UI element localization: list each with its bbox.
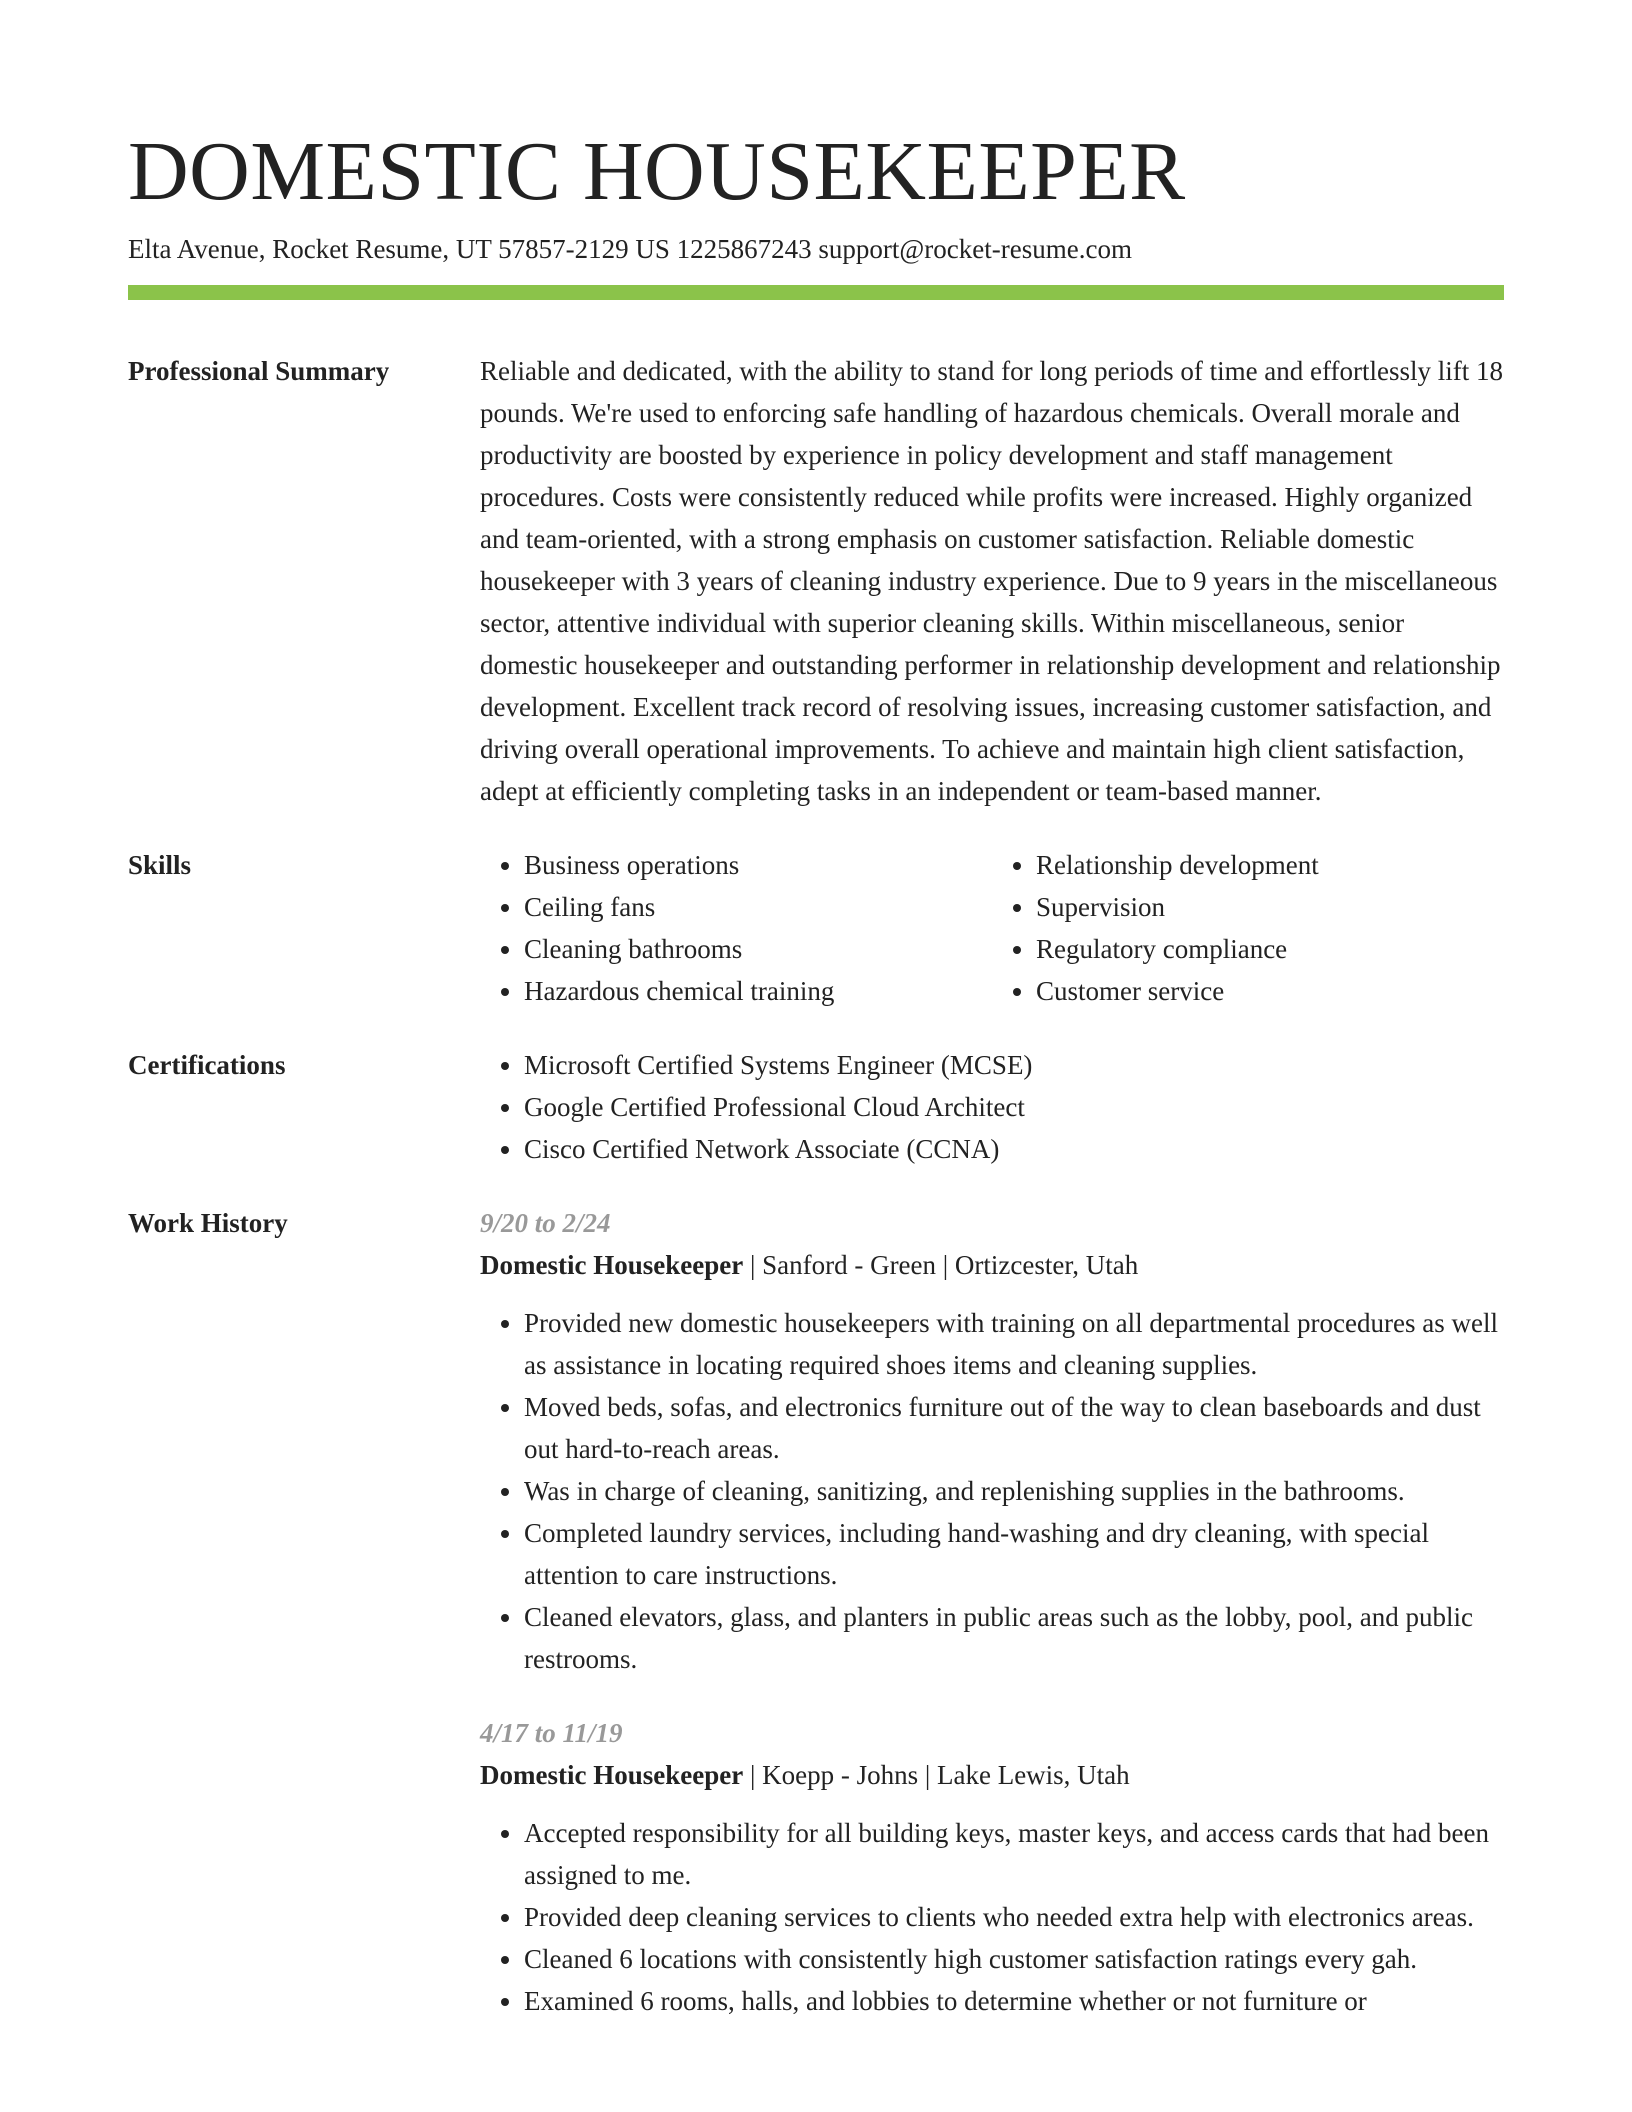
accent-rule bbox=[128, 285, 1504, 300]
summary-section bbox=[128, 350, 1504, 812]
skill-item: • Cleaning bathrooms bbox=[524, 928, 992, 970]
job-title-line bbox=[480, 1754, 1504, 1796]
skills-section bbox=[128, 844, 1504, 1012]
job-bullet: • Provided new domestic housekeepers with training on all departmental procedures as well as assistance in locating required shoes items and cleaning supplies. bbox=[524, 1302, 1504, 1386]
job-bullets bbox=[480, 1812, 1504, 2022]
summary-text: Reliable and dedicated, with the ability to stand for long periods of time and effortlessly lift 18 pounds. We're used to enforcing safe handling of hazardous chemicals. Overall morale and productivity are boosted by experience in policy development and staff management procedures. Costs were consistently reduced while profits were increased. Highly organized and team-oriented, with a strong emphasis on customer satisfaction. Reliable domestic housekeeper with 3 years of cleaning industry experience. Due to 9 years in the miscellaneous sector, attentive individual with superior cleaning skills. Within miscellaneous, senior domestic housekeeper and outstanding performer in relationship development and relationship development. Excellent track record of resolving issues, increasing customer satisfaction, and driving overall operational improvements. To achieve and maintain high client satisfaction, adept at efficiently completing tasks in an independent or team-based manner. bbox=[480, 356, 1504, 806]
skill-item: • Hazardous chemical training bbox=[524, 970, 992, 1012]
skills-content bbox=[480, 844, 1504, 1012]
skill-item: • Customer service bbox=[1036, 970, 1504, 1012]
skills-list-right bbox=[992, 844, 1504, 1012]
certification-item: • Microsoft Certified Systems Engineer (MCSE) bbox=[524, 1044, 1504, 1086]
resume-page bbox=[128, 0, 1504, 2022]
job-dates: 9/20 to 2/24 bbox=[480, 1208, 611, 1238]
skill-item: • Ceiling fans bbox=[524, 886, 992, 928]
certification-item: • Google Certified Professional Cloud Architect bbox=[524, 1086, 1504, 1128]
job-bullets bbox=[480, 1302, 1504, 1680]
certifications-content bbox=[480, 1044, 1504, 1170]
job-bullet: • Accepted responsibility for all building keys, master keys, and access cards that had been assigned to me. bbox=[524, 1812, 1504, 1896]
work-history-section bbox=[128, 1202, 1504, 2022]
job-bullet: • Examined 6 rooms, halls, and lobbies to determine whether or not furniture or bbox=[524, 1980, 1504, 2022]
skill-item: • Supervision bbox=[1036, 886, 1504, 928]
job-title-line bbox=[480, 1244, 1504, 1286]
job-entry bbox=[480, 1202, 1504, 1680]
job-bullet: • Moved beds, sofas, and electronics furniture out of the way to clean baseboards and dust out hard-to-reach areas. bbox=[524, 1386, 1504, 1470]
resume-name: DOMESTIC HOUSEKEEPER bbox=[128, 125, 1186, 218]
skill-item: • Regulatory compliance bbox=[1036, 928, 1504, 970]
contact-line: Elta Avenue, Rocket Resume, UT 57857-2129 US 1225867243 support@rocket-resume.com bbox=[128, 234, 1132, 264]
job-details: | Sanford - Green | Ortizcester, Utah bbox=[743, 1250, 1139, 1280]
job-bullet: • Cleaned 6 locations with consistently high customer satisfaction ratings every gah. bbox=[524, 1938, 1504, 1980]
job-bullet: • Cleaned elevators, glass, and planters in public areas such as the lobby, pool, and public restrooms. bbox=[524, 1596, 1504, 1680]
skills-label: Skills bbox=[128, 850, 192, 880]
certification-item: • Cisco Certified Network Associate (CCNA) bbox=[524, 1128, 1504, 1170]
skills-list-left bbox=[480, 844, 992, 1012]
job-details: | Koepp - Johns | Lake Lewis, Utah bbox=[743, 1760, 1130, 1790]
skill-item: • Relationship development bbox=[1036, 844, 1504, 886]
summary-label: Professional Summary bbox=[128, 356, 390, 386]
certifications-list bbox=[480, 1044, 1504, 1170]
job-title: Domestic Housekeeper bbox=[480, 1250, 744, 1280]
job-title: Domestic Housekeeper bbox=[480, 1760, 744, 1790]
job-dates: 4/17 to 11/19 bbox=[480, 1718, 623, 1748]
certifications-label: Certifications bbox=[128, 1050, 286, 1080]
work-history-content bbox=[480, 1202, 1504, 2022]
work-history-label: Work History bbox=[128, 1208, 288, 1238]
summary-content bbox=[480, 350, 1504, 812]
job-bullet: • Completed laundry services, including hand-washing and dry cleaning, with special attention to care instructions. bbox=[524, 1512, 1504, 1596]
job-bullet: • Was in charge of cleaning, sanitizing, and replenishing supplies in the bathrooms. bbox=[524, 1470, 1504, 1512]
job-bullet: • Provided deep cleaning services to clients who needed extra help with electronics areas. bbox=[524, 1896, 1504, 1938]
certifications-section bbox=[128, 1044, 1504, 1170]
skill-item: • Business operations bbox=[524, 844, 992, 886]
job-entry bbox=[480, 1712, 1504, 2022]
